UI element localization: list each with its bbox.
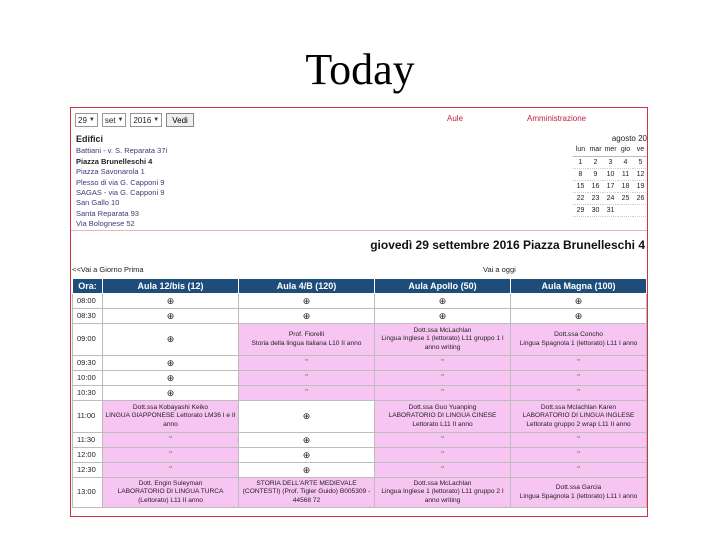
calendar-dow: gio — [618, 144, 633, 156]
date-picker-bar — [75, 112, 194, 128]
time-slot-label: 12:00 — [73, 448, 103, 463]
schedule-row — [73, 371, 647, 386]
calendar-day[interactable]: 8 — [573, 168, 588, 180]
building-item[interactable]: Via Bolognese 52 — [76, 219, 135, 229]
add-booking-icon[interactable]: ⊕ — [103, 386, 239, 401]
building-item[interactable]: Battiani - v. S. Reparata 37i — [76, 146, 168, 156]
booking-continuation[interactable]: " — [103, 463, 239, 478]
booking-cell[interactable]: Dott. Engin Suleyman LABORATORIO DI LINGUA TURCA (Lettorato) L11 II anno — [103, 478, 239, 508]
calendar-day[interactable]: 30 — [588, 204, 603, 216]
day-select[interactable] — [75, 113, 98, 127]
booking-cell[interactable]: Dott.ssa Guo Yuanping LABORATORIO DI LINGUA CINESE Lettorato L11 II anno — [375, 401, 511, 433]
time-slot-label: 08:30 — [73, 309, 103, 324]
schedule-row — [73, 448, 647, 463]
building-item[interactable]: Plesso di via G. Capponi 9 — [76, 177, 165, 187]
calendar-day[interactable]: 5 — [633, 156, 648, 168]
booking-continuation[interactable]: " — [375, 371, 511, 386]
divider — [71, 230, 648, 231]
calendar-dow: ve — [633, 144, 648, 156]
booking-continuation[interactable]: " — [511, 356, 647, 371]
calendar-day[interactable]: 11 — [618, 168, 633, 180]
calendar-day[interactable]: 22 — [573, 192, 588, 204]
calendar-day[interactable]: 2 — [588, 156, 603, 168]
booking-cell[interactable]: Dott.ssa Garcia Lingua Spagnola 1 (lettorato) L11 I anno — [511, 478, 647, 508]
booking-continuation[interactable]: " — [511, 463, 647, 478]
booking-continuation[interactable]: " — [375, 356, 511, 371]
add-booking-icon[interactable]: ⊕ — [239, 309, 375, 324]
booking-continuation[interactable]: " — [375, 386, 511, 401]
add-booking-icon[interactable]: ⊕ — [239, 448, 375, 463]
booking-continuation[interactable]: " — [239, 386, 375, 401]
booking-continuation[interactable]: " — [239, 371, 375, 386]
booking-continuation[interactable]: " — [511, 386, 647, 401]
building-item[interactable]: SAGAS - via G. Capponi 9 — [76, 188, 165, 198]
booking-continuation[interactable]: " — [375, 433, 511, 448]
calendar-day[interactable]: 1 — [573, 156, 588, 168]
booking-cell[interactable]: Dott.ssa Kobayashi Keiko LINGUA GIAPPONESE Lettorato LM36 I e II anno — [103, 401, 239, 433]
add-booking-icon[interactable]: ⊕ — [103, 294, 239, 309]
booking-cell[interactable]: Prof. Fiorelli Storia della lingua italiana L10 II anno — [239, 324, 375, 356]
room-header[interactable]: Aula 4/B (120) — [239, 279, 375, 294]
buildings-heading: Edifici — [76, 134, 104, 144]
calendar-day[interactable]: 4 — [618, 156, 633, 168]
building-item[interactable]: Piazza Savonarola 1 — [76, 167, 145, 177]
time-slot-label: 13:00 — [73, 478, 103, 508]
calendar-day[interactable]: 24 — [603, 192, 618, 204]
aule-link[interactable]: Aule — [447, 114, 464, 123]
calendar-dow: mar — [588, 144, 603, 156]
year-select-value: 2016 — [133, 115, 152, 125]
calendar-day[interactable]: 15 — [573, 180, 588, 192]
schedule-row — [73, 309, 647, 324]
time-slot-label: 10:00 — [73, 371, 103, 386]
room-header[interactable]: Aula Magna (100) — [511, 279, 647, 294]
today-link[interactable]: Vai a oggi — [483, 265, 516, 274]
time-slot-label: 11:00 — [73, 401, 103, 433]
calendar-month-label: agosto 20 — [611, 134, 647, 143]
month-select[interactable] — [102, 113, 127, 127]
calendar-day[interactable]: 10 — [603, 168, 618, 180]
booking-continuation[interactable]: " — [511, 371, 647, 386]
calendar-table — [573, 144, 648, 217]
booking-continuation[interactable]: " — [239, 356, 375, 371]
timetable-screenshot — [70, 107, 648, 517]
calendar-dow: mer — [603, 144, 618, 156]
chevron-down-icon: ▼ — [153, 117, 160, 123]
time-slot-label: 12:30 — [73, 463, 103, 478]
booking-continuation[interactable]: " — [103, 448, 239, 463]
booking-continuation[interactable]: " — [511, 433, 647, 448]
add-booking-icon[interactable]: ⊕ — [103, 371, 239, 386]
add-booking-icon[interactable]: ⊕ — [239, 463, 375, 478]
booking-cell[interactable]: Dott.ssa McLachlan Lingua Inglese 1 (lettorato) L11 gruppo 1 I anno writing — [375, 324, 511, 356]
add-booking-icon[interactable]: ⊕ — [103, 324, 239, 356]
time-slot-label: 10:30 — [73, 386, 103, 401]
booking-continuation[interactable]: " — [511, 448, 647, 463]
calendar-day[interactable]: 25 — [618, 192, 633, 204]
building-item[interactable]: San Gallo 10 — [76, 198, 120, 208]
time-column-header: Ora: — [73, 279, 103, 294]
schedule-table — [72, 278, 647, 508]
calendar-dow: lun — [573, 144, 588, 156]
add-booking-icon[interactable]: ⊕ — [375, 309, 511, 324]
building-item[interactable]: Santa Reparata 93 — [76, 208, 139, 218]
schedule-row — [73, 356, 647, 371]
mini-calendar — [573, 134, 648, 217]
calendar-day[interactable]: 18 — [618, 180, 633, 192]
add-booking-icon[interactable]: ⊕ — [103, 356, 239, 371]
schedule-header-row — [73, 279, 647, 294]
schedule-row — [73, 386, 647, 401]
calendar-day[interactable]: 16 — [588, 180, 603, 192]
add-booking-icon[interactable]: ⊕ — [375, 294, 511, 309]
add-booking-icon[interactable]: ⊕ — [103, 309, 239, 324]
go-button[interactable]: Vedi — [166, 113, 194, 127]
add-booking-icon[interactable]: ⊕ — [239, 433, 375, 448]
calendar-day[interactable]: 23 — [588, 192, 603, 204]
booking-continuation[interactable]: " — [103, 433, 239, 448]
schedule-row — [73, 478, 647, 508]
calendar-day[interactable]: 17 — [603, 180, 618, 192]
booking-cell[interactable]: Dott.ssa Mclachlan Karen LABORATORIO DI LINGUA INGLESE Lettorato gruppo 2 wrap L11 II anno — [511, 401, 647, 433]
booking-continuation[interactable]: " — [375, 448, 511, 463]
room-header[interactable]: Aula 12/bis (12) — [103, 279, 239, 294]
add-booking-icon[interactable]: ⊕ — [511, 294, 647, 309]
previous-day-link[interactable]: <<Vai a Giorno Prima — [72, 265, 144, 274]
schedule-row — [73, 324, 647, 356]
calendar-day[interactable]: 3 — [603, 156, 618, 168]
calendar-day[interactable]: 31 — [603, 204, 618, 216]
schedule-row — [73, 294, 647, 309]
schedule-row — [73, 463, 647, 478]
day-select-value: 29 — [78, 115, 87, 125]
year-select[interactable] — [130, 113, 162, 127]
chevron-down-icon: ▼ — [88, 117, 95, 123]
add-booking-icon[interactable]: ⊕ — [239, 294, 375, 309]
booking-cell[interactable]: Dott.ssa McLachlan Lingua Inglese 1 (lettorato) L11 gruppo 2 I anno writing — [375, 478, 511, 508]
schedule-body — [73, 294, 647, 508]
room-header[interactable]: Aula Apollo (50) — [375, 279, 511, 294]
booking-cell[interactable]: STORIA DELL'ARTE MEDIEVALE (CONTESTI) (Prof. Tigler Guido) B005309 - 44568 72 — [239, 478, 375, 508]
buildings-list — [76, 134, 336, 230]
add-booking-icon[interactable]: ⊕ — [239, 401, 375, 433]
calendar-day[interactable]: 12 — [633, 168, 648, 180]
calendar-day[interactable]: 9 — [588, 168, 603, 180]
calendar-day[interactable]: 26 — [633, 192, 648, 204]
schedule-row — [73, 401, 647, 433]
time-slot-label: 09:00 — [73, 324, 103, 356]
chevron-down-icon: ▼ — [117, 117, 124, 123]
day-title: giovedì 29 settembre 2016 Piazza Brunelleschi 4 — [370, 238, 645, 252]
time-slot-label: 08:00 — [73, 294, 103, 309]
add-booking-icon[interactable]: ⊕ — [511, 309, 647, 324]
month-select-value: set — [104, 115, 116, 125]
calendar-day[interactable] — [618, 204, 633, 216]
building-item-current[interactable]: Piazza Brunelleschi 4 — [76, 156, 153, 166]
slide-title: Today — [305, 45, 415, 94]
time-slot-label: 11:30 — [73, 433, 103, 448]
booking-continuation[interactable]: " — [375, 463, 511, 478]
calendar-day[interactable]: 29 — [573, 204, 588, 216]
calendar-day[interactable] — [633, 204, 648, 216]
time-slot-label: 09:30 — [73, 356, 103, 371]
calendar-day[interactable]: 19 — [633, 180, 648, 192]
schedule-row — [73, 433, 647, 448]
booking-cell[interactable]: Dott.ssa Concho Lingua Spagnola 1 (lettorato) L11 I anno — [511, 324, 647, 356]
amministrazione-link[interactable]: Amministrazione — [527, 114, 587, 123]
